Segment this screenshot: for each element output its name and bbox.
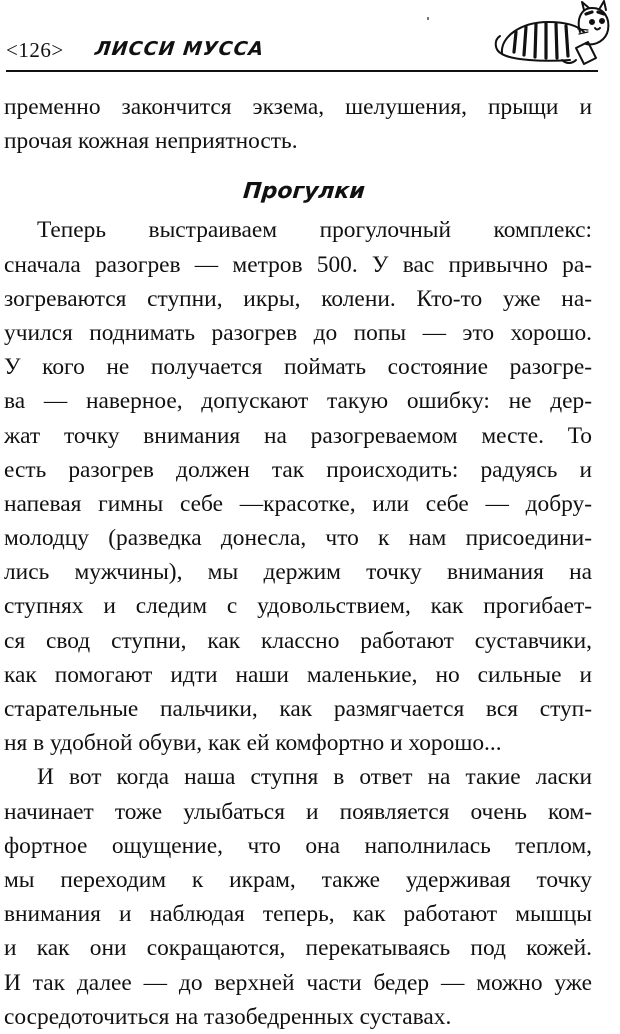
- text-line: сначала разогрев — метров 500. У вас привычно ра-: [4, 251, 592, 278]
- paragraph-warmup: [4, 213, 592, 760]
- text-line: как помогают идти наши маленькие, но сильные и: [4, 661, 592, 688]
- text-line: зогреваются ступни, икры, колени. Кто-то уже на-: [4, 285, 592, 312]
- header-rule: [6, 70, 598, 72]
- striped-cat-icon: [492, 0, 612, 68]
- text-line: Теперь выстраиваем прогулочный комплекс:: [37, 217, 592, 244]
- intro-paragraph: [4, 90, 592, 158]
- text-line: напевая гимны себе —красотке, или себе — добру-: [4, 490, 592, 517]
- text-line: сосредоточиться на тазобедренных суставах.: [4, 1003, 452, 1030]
- text-line: прочая кожная неприятность.: [4, 128, 298, 155]
- text-line: У кого не получается поймать состояние разогре-: [4, 354, 592, 381]
- text-line: старательные пальчики, как размягчается вся ступ-: [4, 696, 592, 722]
- text-line: ня в удобной обуви, как ей комфортно и хорошо...: [4, 730, 502, 757]
- text-line: мы переходим к икрам, также удерживая точку: [4, 866, 592, 893]
- print-speck: [427, 17, 429, 20]
- text-line: жат точку внимания на разогреваемом месте. То: [4, 422, 592, 449]
- text-line: учился поднимать разогрев до попы — это хорошо.: [4, 319, 592, 346]
- paragraph-calves: [4, 760, 592, 1034]
- section-heading: Прогулки: [242, 179, 366, 205]
- body-text: [4, 90, 592, 1034]
- text-line: И так далее — до верхней части бедер — можно уже: [4, 969, 592, 996]
- text-line: ступнях и следим с удовольствием, как прогибает-: [4, 593, 592, 620]
- text-line: начинает тоже улыбаться и появляется очень ком-: [4, 798, 592, 825]
- text-line: пременно закончится экзема, шелушения, прыщи и: [4, 94, 592, 120]
- text-line: фортное ощущение, что она наполнилась теплом,: [4, 832, 592, 859]
- text-line: лись мужчины), мы держим точку внимания на: [4, 559, 592, 586]
- text-line: внимания и наблюдая теперь, как работают мышцы: [4, 901, 592, 928]
- text-line: И вот когда наша ступня в ответ на такие ласки: [37, 764, 592, 791]
- running-title: ЛИССИ МУССА: [93, 38, 266, 60]
- text-line: ся свод ступни, как классно работают суставчики,: [4, 627, 592, 654]
- text-line: есть разогрев должен так происходить: радуясь и: [4, 456, 592, 483]
- text-line: ва — наверное, допускают такую ошибку: не дер-: [4, 388, 592, 415]
- text-line: и как они сокращаются, перекатываясь под кожей.: [4, 935, 592, 962]
- page-number: <126>: [6, 38, 64, 62]
- text-line: молодцу (разведка донесла, что к нам присоедини-: [4, 525, 592, 552]
